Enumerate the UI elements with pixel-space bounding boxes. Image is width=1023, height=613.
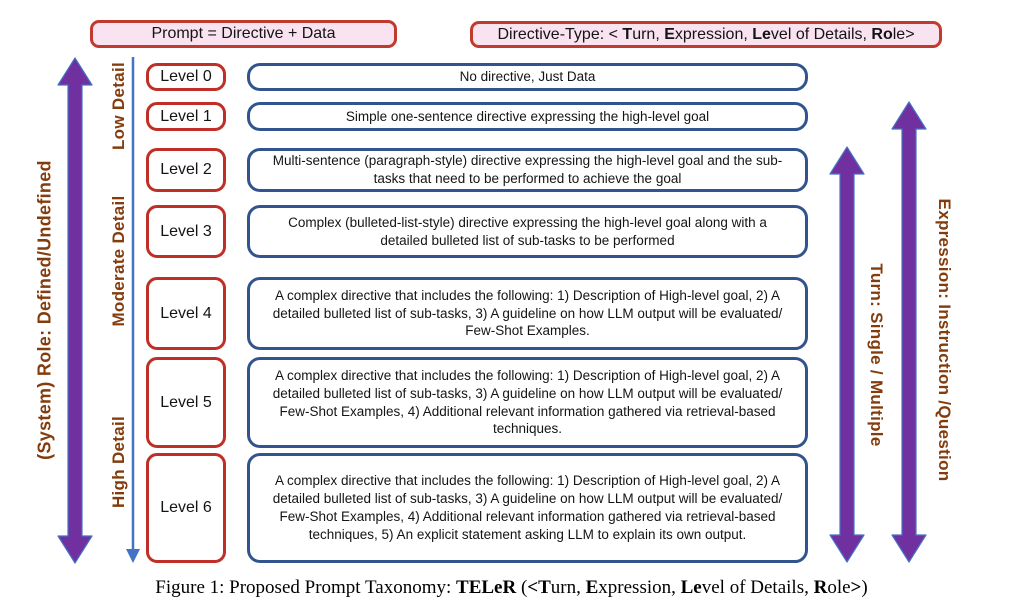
level-5-label: Level 5 xyxy=(160,393,212,411)
directive-type-segment-bold: Le xyxy=(752,25,771,43)
level-0-box xyxy=(146,63,226,91)
caption-segment-bold: <T xyxy=(527,577,551,598)
level-0-description-box xyxy=(247,63,808,91)
level-row-6 xyxy=(0,453,1023,563)
level-0-label: Level 0 xyxy=(160,68,212,85)
level-6-description-box xyxy=(247,453,808,563)
level-5-description: A complex directive that includes the following: 1) Description of High-level goal, 2) A detailed bulleted list of sub-tasks, 3) A guideline on how LLM output will be evaluated/ Few-Shot Examples, 4) Additional relevant information gathered via retrieval-based techniques. xyxy=(272,367,783,437)
level-row-0 xyxy=(0,63,1023,91)
level-4-description-box xyxy=(247,277,808,350)
caption-segment-bold: TELeR xyxy=(456,577,517,598)
level-4-box xyxy=(146,277,226,350)
level-2-label: Level 2 xyxy=(160,161,212,178)
level-row-1 xyxy=(0,102,1023,131)
level-5-box xyxy=(146,357,226,448)
caption-segment: Figure 1: Proposed Prompt Taxonomy: xyxy=(155,577,457,598)
caption-segment: xpression, xyxy=(598,577,681,598)
prompt-formula-text: Prompt = Directive + Data xyxy=(151,25,336,42)
directive-type-segment: vel of Details, xyxy=(770,25,872,43)
directive-type-segment: urn, xyxy=(632,25,665,43)
directive-type-segment: xpression, xyxy=(674,25,753,43)
level-1-box xyxy=(146,102,226,131)
level-row-3 xyxy=(0,205,1023,258)
caption-segment: vel of Details, xyxy=(701,577,814,598)
level-1-label: Level 1 xyxy=(160,107,212,125)
caption-segment: ole xyxy=(827,577,851,598)
level-3-description: Complex (bulleted-list-style) directive expressing the high-level goal along with a detailed bulleted list of sub-tasks to be performed xyxy=(288,214,767,248)
level-3-box xyxy=(146,205,226,258)
level-2-box xyxy=(146,148,226,192)
directive-type-text xyxy=(497,26,914,44)
level-3-label: Level 3 xyxy=(160,222,212,240)
level-6-description: A complex directive that includes the following: 1) Description of High-level goal, 2) A detailed bulleted list of sub-tasks, 3) A guideline on how LLM output will be evaluated/ Few-Shot Examples, 4) Additional relevant information gathered via retrieval-based techniques, 5) An explicit statement asking LLM to explain its own output. xyxy=(272,473,783,542)
prompt-formula-box xyxy=(90,20,397,48)
level-6-box xyxy=(146,453,226,563)
low-detail-label: Low Detail xyxy=(109,61,128,151)
level-1-description: Simple one-sentence directive expressing the high-level goal xyxy=(345,108,710,124)
level-row-4 xyxy=(0,277,1023,350)
figure-caption xyxy=(0,577,1023,599)
level-2-description-box xyxy=(247,148,808,192)
level-4-label: Level 4 xyxy=(160,304,212,322)
level-1-description-box xyxy=(247,102,808,131)
turn-axis-label: Turn: Single / Multiple xyxy=(867,263,886,447)
level-row-2 xyxy=(0,148,1023,192)
level-0-description: No directive, Just Data xyxy=(459,69,596,85)
directive-type-segment-bold: Ro xyxy=(871,25,893,43)
directive-type-segment-bold: E xyxy=(664,25,675,43)
caption-segment-bold: E xyxy=(585,577,599,598)
caption-segment-bold: > xyxy=(850,577,862,598)
level-3-description-box xyxy=(247,205,808,258)
caption-segment: ( xyxy=(516,577,528,598)
directive-type-segment-bold: T xyxy=(622,25,633,43)
directive-type-segment: le> xyxy=(892,25,915,43)
level-4-description: A complex directive that includes the following: 1) Description of High-level goal, 2) A detailed bulleted list of sub-tasks, 3) A guideline on how LLM output will be evaluated/ Few-Shot Examples. xyxy=(272,287,783,339)
level-5-description-box xyxy=(247,357,808,448)
level-6-label: Level 6 xyxy=(160,499,212,516)
caption-segment: urn, xyxy=(550,577,586,598)
high-detail-label: High Detail xyxy=(109,415,128,509)
caption-segment-bold: Le xyxy=(680,577,702,598)
moderate-detail-label: Moderate Detail xyxy=(109,195,128,327)
role-axis-label: (System) Role: Defined/Undefined xyxy=(34,160,55,460)
caption-segment: ) xyxy=(861,577,868,598)
expression-axis-label: Expression: Instruction /Question xyxy=(935,198,954,482)
level-row-5 xyxy=(0,357,1023,448)
level-2-description: Multi-sentence (paragraph-style) directive expressing the high-level goal and the sub-tasks that need to be performed to achieve the goal xyxy=(272,153,783,186)
directive-type-segment: Directive-Type: < xyxy=(497,25,623,43)
directive-type-box xyxy=(470,21,942,48)
caption-segment-bold: R xyxy=(813,577,828,598)
